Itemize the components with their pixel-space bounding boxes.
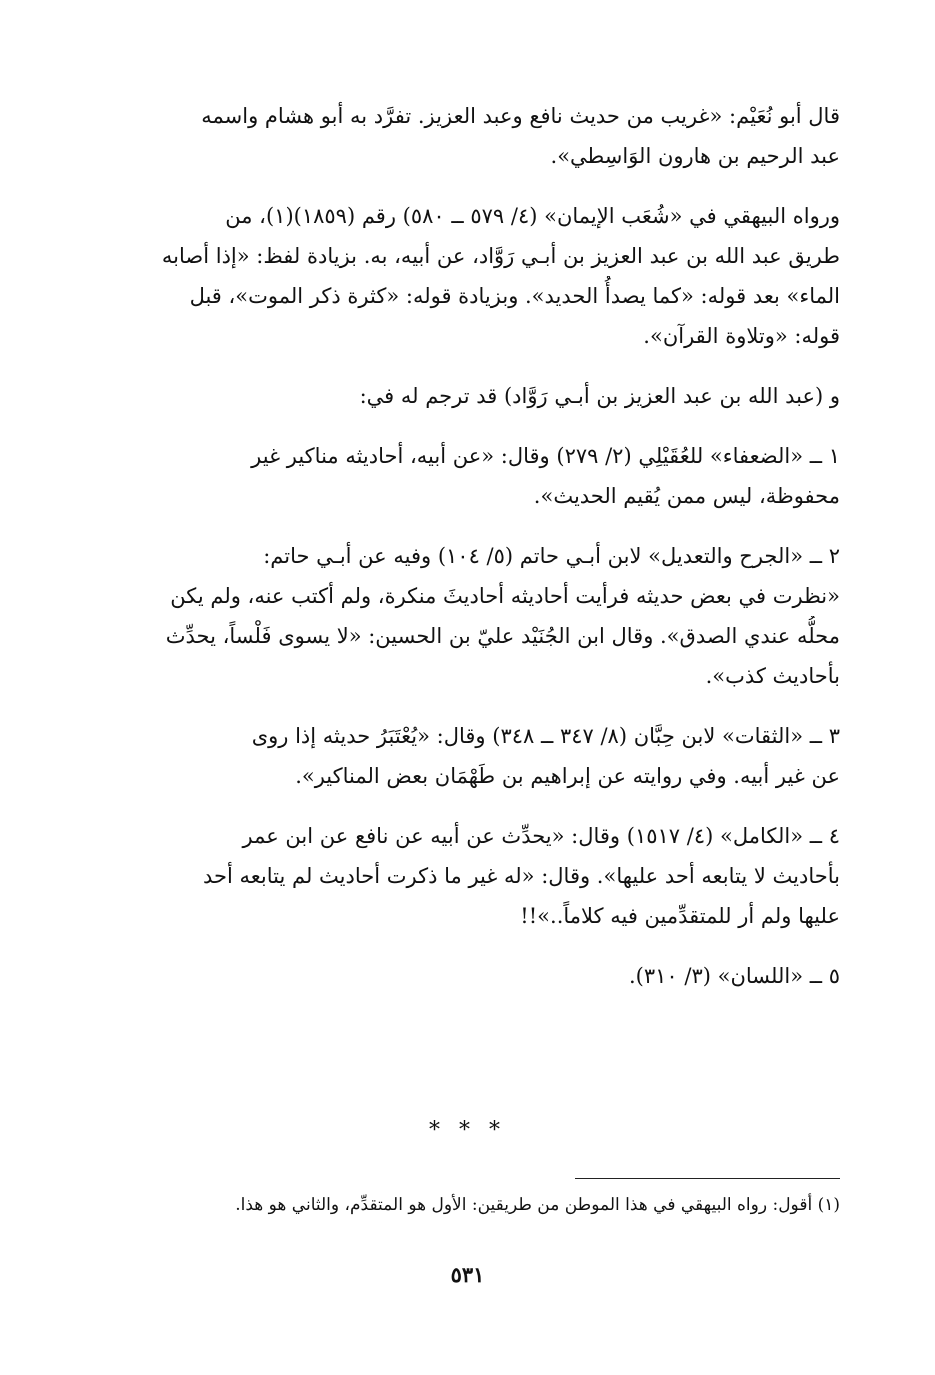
text-line: بأحاديث كذب». [705, 664, 840, 688]
text-line: محلُّه عندي الصدق». وقال ابن الجُنَيْد عليّ بن الحسين: «لا يسوى فَلْساً، يحدِّث [165, 624, 840, 648]
text-line: عن غير أبيه. وفي روايته عن إبراهيم بن طَهْمَان بعض المناكير». [295, 764, 840, 788]
text-line: ١ ــ «الضعفاء» للعُقَيْلِي (٢/ ٢٧٩) وقال: «عن أبيه، أحاديثه مناكير غير [251, 444, 840, 468]
text-line: قوله: «وتلاوة القرآن». [643, 324, 840, 348]
paragraph-abu-nuaym [88, 96, 840, 176]
text-line: طريق عبد الله بن عبد العزيز بن أبـي رَوَّاد، عن أبيه، به. بزيادة لفظ: «إذا أصابه [161, 244, 840, 268]
text-line: ورواه البيهقي في «شُعَب الإيمان» (٤/ ٥٧٩ ــ ٥٨٠) رقم (١٨٥٩)(١)، من [225, 204, 840, 228]
list-item-kamil [88, 816, 840, 936]
footnote: (١) أقول: رواه البيهقي في هذا الموطن من طريقين: الأول هو المتقدِّم، والثاني هو هذا. [235, 1195, 840, 1215]
text-line: ٤ ــ «الكامل» (٤/ ١٥١٧) وقال: «يحدِّث عن أبيه عن نافع عن ابن عمر [242, 824, 840, 848]
page-number: ٥٣١ [450, 1262, 485, 1287]
paragraph-tarjama-intro [88, 376, 840, 416]
text-line: قال أبو نُعَيْم: «غريب من حديث نافع وعبد العزيز. تفرَّد به أبو هشام واسمه [201, 104, 840, 128]
text-line: بأحاديث لا يتابعه أحد عليها». وقال: «له غير ما ذكرت أحاديث لم يتابعه أحد [202, 864, 840, 888]
section-separator: * * * [429, 1118, 506, 1143]
list-item-jarh-tadil [88, 536, 840, 696]
list-item-lisan [88, 956, 840, 996]
text-line: عبد الرحيم بن هارون الوَاسِطي». [550, 144, 840, 168]
text-line: «نظرت في بعض حديثه فرأيت أحاديثه أحاديثَ منكرة، ولم أكتب عنه، ولم يكن [170, 584, 840, 608]
text-line: ٢ ــ «الجرح والتعديل» لابن أبـي حاتم (٥/ ١٠٤) وفيه عن أبـي حاتم: [263, 544, 840, 568]
list-item-thiqat [88, 716, 840, 796]
text-line: الماء» بعد قوله: «كما يصدأُ الحديد». وبزيادة قوله: «كثرة ذكر الموت»، قبل [189, 284, 840, 308]
paragraph-bayhaqi [88, 196, 840, 356]
list-item-duafa [88, 436, 840, 516]
text-line: ٣ ــ «الثقات» لابن حِبَّان (٨/ ٣٤٧ ــ ٣٤٨) وقال: «يُعْتَبَرُ حديثه إذا روى [251, 724, 840, 748]
main-text [88, 96, 840, 1016]
footnote-divider [575, 1178, 840, 1179]
text-line: ٥ ــ «اللسان» (٣/ ٣١٠). [628, 964, 840, 988]
text-line: عليها ولم أر للمتقدِّمين فيه كلاماً..»!! [520, 904, 840, 928]
text-line: و (عبد الله بن عبد العزيز بن أبـي رَوَّاد) قد ترجم له في: [359, 384, 840, 408]
text-line: محفوظة، ليس ممن يُقيم الحديث». [533, 484, 840, 508]
